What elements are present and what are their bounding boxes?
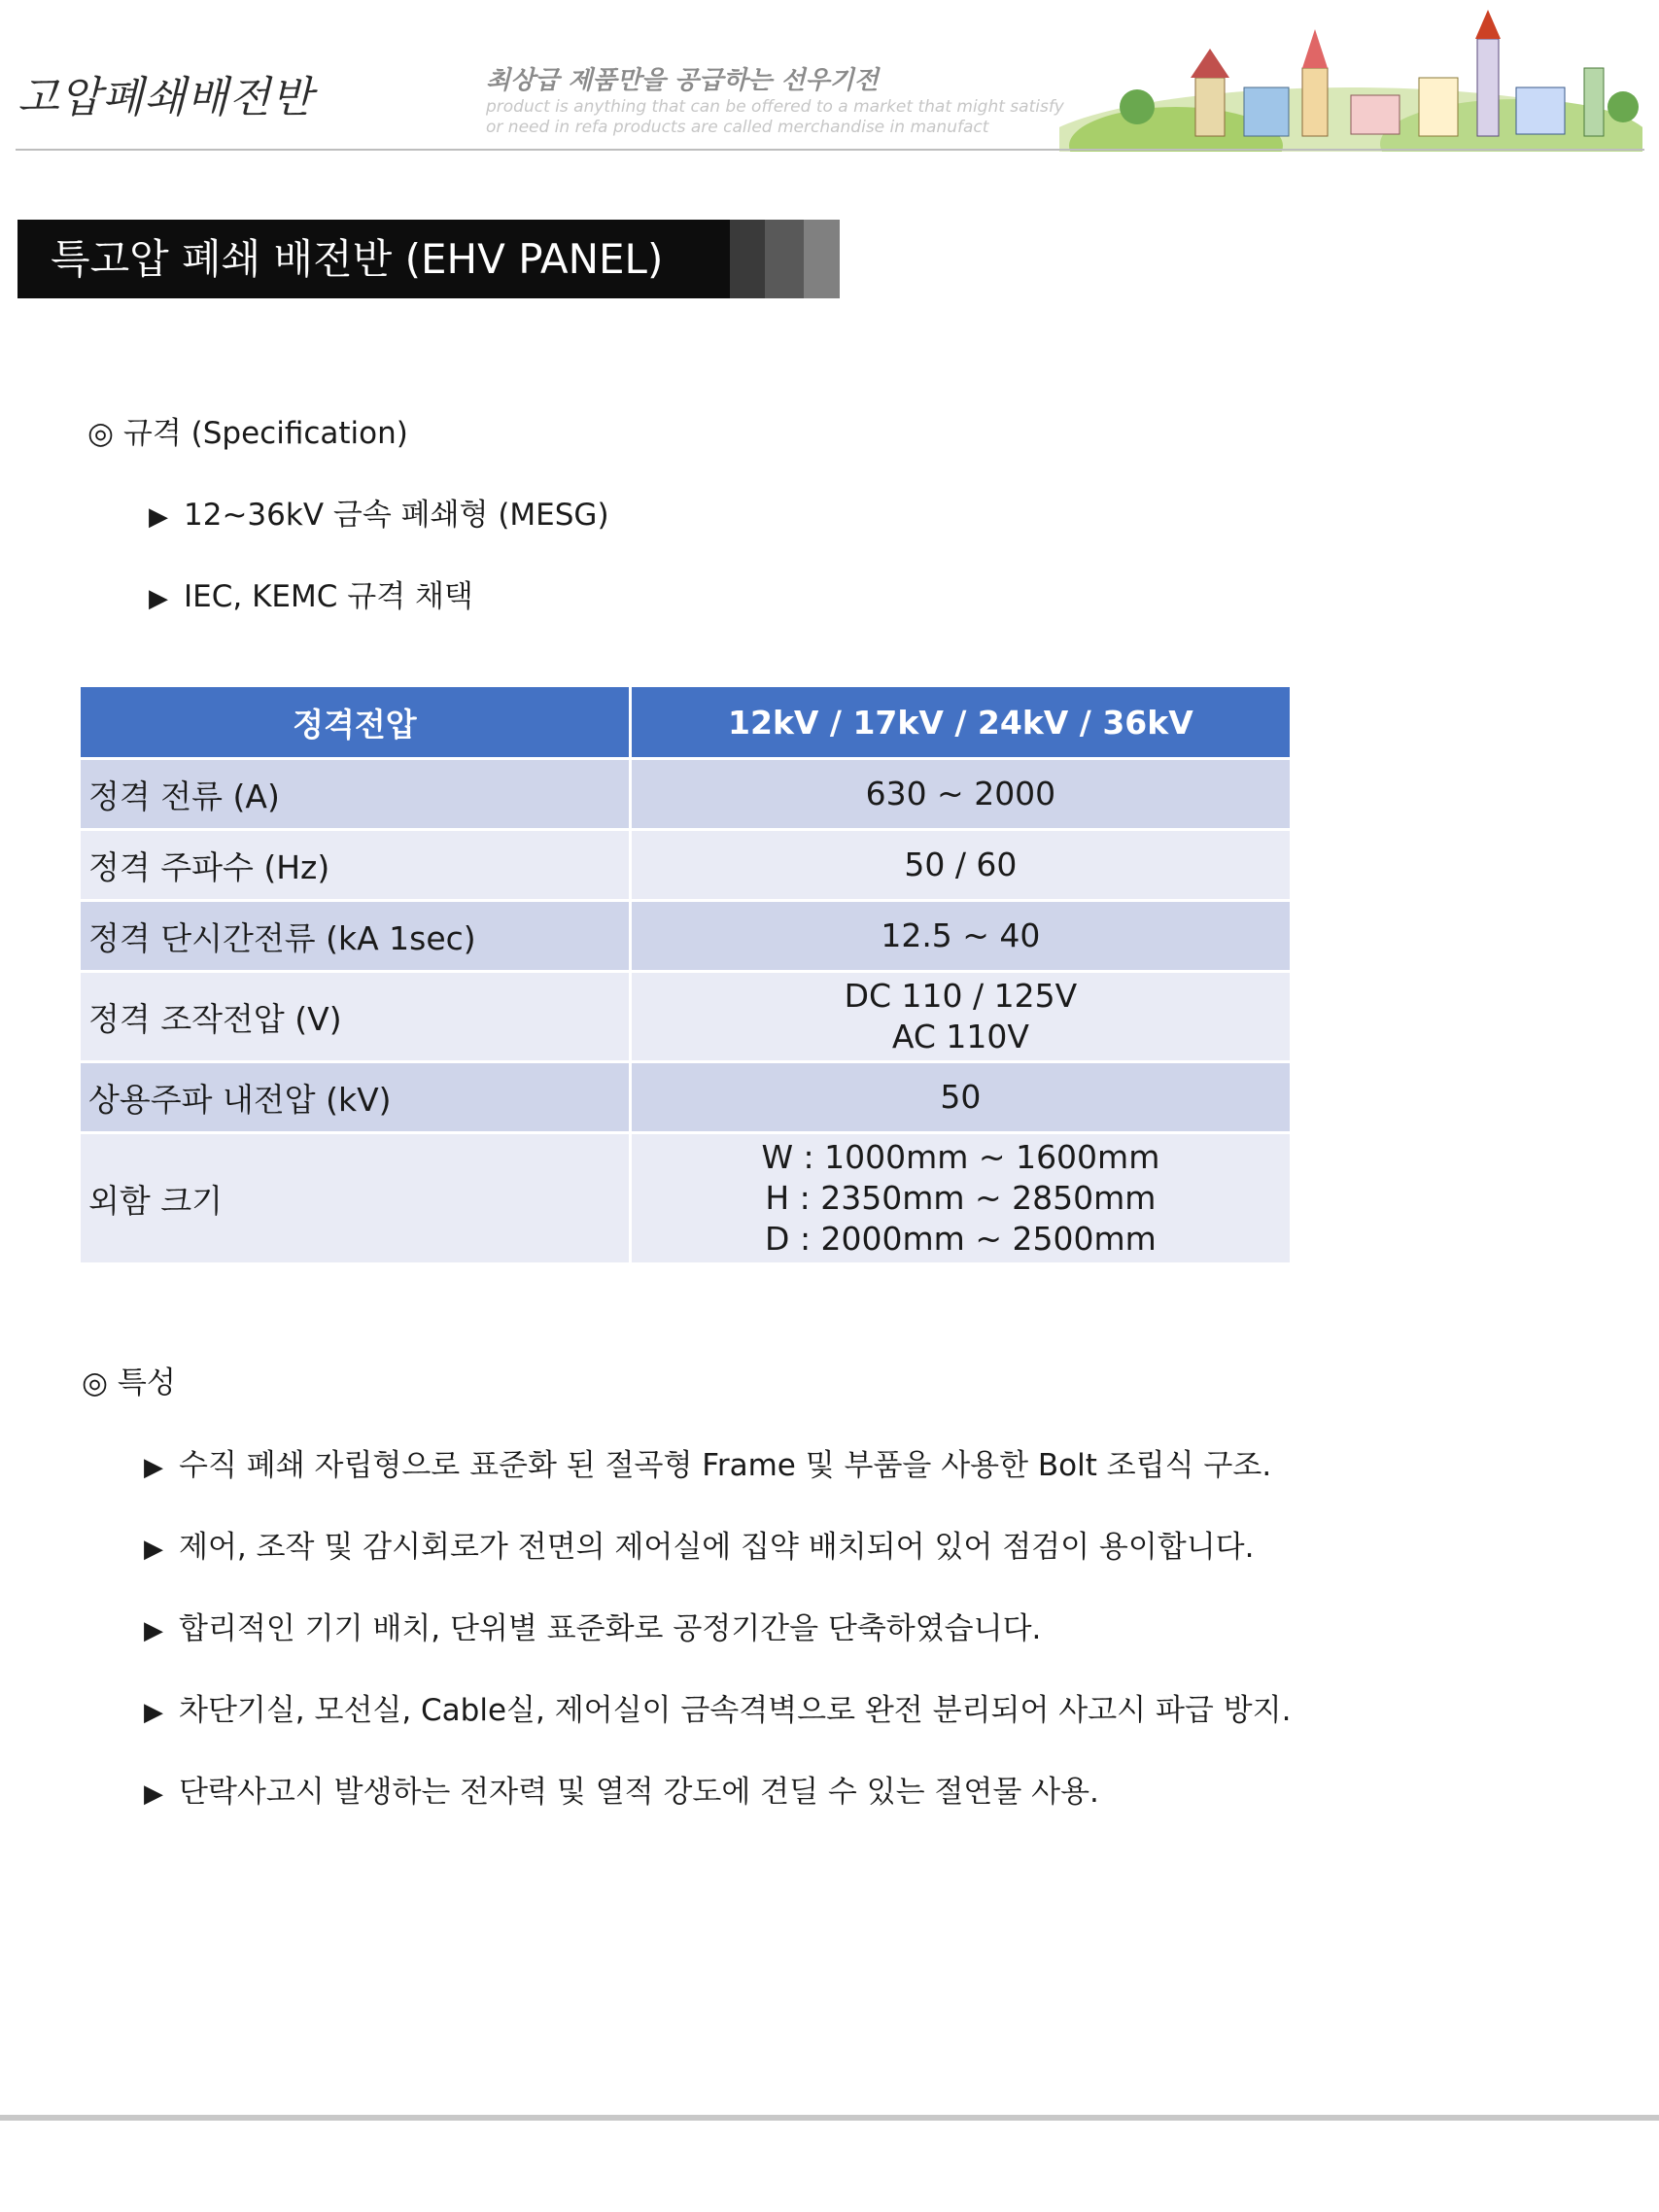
row-label: 정격 단시간전류 (kA 1sec) <box>81 901 630 972</box>
row-label: 정격 전류 (A) <box>81 759 630 830</box>
row-value <box>630 830 1291 901</box>
bullet-arrow-icon: ▶ <box>144 1698 163 1727</box>
feature-text: 제어, 조작 및 감시회로가 전면의 제어실에 집약 배치되어 있어 점검이 용이합니다. <box>179 1530 1255 1565</box>
bullet-arrow-icon: ▶ <box>149 502 168 532</box>
spec-bullet <box>149 490 609 534</box>
feature-bullet <box>144 1685 1291 1729</box>
table-row <box>81 830 1292 901</box>
feature-text: 합리적인 기기 배치, 단위별 표준화로 공정기간을 단축하였습니다. <box>179 1611 1042 1646</box>
row-value <box>630 972 1291 1062</box>
row-label: 상용주파 내전압 (kV) <box>81 1062 630 1133</box>
value-line: AC 110V <box>891 1018 1029 1055</box>
feature-bullet <box>144 1522 1254 1566</box>
banner-stripe <box>730 220 765 298</box>
feature-text: 단락사고시 발생하는 전자력 및 열적 강도에 견딜 수 있는 절연물 사용. <box>179 1775 1099 1810</box>
feature-text: 수직 폐쇄 자립형으로 표준화 된 절곡형 Frame 및 부품을 사용한 Bolt 조립식 구조. <box>179 1448 1272 1483</box>
row-label: 외함 크기 <box>81 1133 630 1264</box>
table-row <box>81 972 1292 1062</box>
row-label: 정격 조작전압 (V) <box>81 972 630 1062</box>
logo-text: 고압폐쇄배전반 <box>17 73 314 122</box>
spec-bullet-text: IEC, KEMC 규격 채택 <box>184 579 473 614</box>
table-header-cell: 12kV / 17kV / 24kV / 36kV <box>630 687 1291 759</box>
row-value <box>630 901 1291 972</box>
table-row <box>81 759 1292 830</box>
table-header-row <box>81 687 1292 759</box>
footer-divider <box>0 2115 1659 2121</box>
page-header <box>0 0 1659 156</box>
value-line: DC 110 / 125V <box>844 977 1078 1015</box>
value-line: 12.5 ~ 40 <box>881 916 1041 954</box>
table-row <box>81 901 1292 972</box>
banner-stripe <box>765 220 804 298</box>
header-divider <box>16 149 1644 151</box>
bullet-arrow-icon: ▶ <box>144 1616 163 1645</box>
feature-text: 차단기실, 모선실, Cable실, 제어실이 금속격벽으로 완전 분리되어 사고시 파급 방지. <box>179 1693 1292 1728</box>
value-line: D : 2000mm ~ 2500mm <box>765 1220 1157 1258</box>
tagline <box>486 97 1064 138</box>
bullet-arrow-icon: ▶ <box>144 1453 163 1482</box>
value-line: H : 2350mm ~ 2850mm <box>765 1179 1157 1217</box>
table-header-cell: 정격전압 <box>81 687 630 759</box>
slogan: 최상급 제품만을 공급하는 선우기전 <box>486 66 879 95</box>
value-line: 50 / 60 <box>904 846 1018 883</box>
town-illustration <box>1059 10 1642 152</box>
feature-bullet <box>144 1604 1041 1647</box>
row-value <box>630 1062 1291 1133</box>
tagline-line-2: or need in refa products are called merchandise in manufact <box>486 118 989 137</box>
title-banner <box>17 220 840 298</box>
row-value <box>630 1133 1291 1264</box>
bullet-arrow-icon: ▶ <box>144 1535 163 1564</box>
value-line: 630 ~ 2000 <box>865 775 1056 812</box>
banner-stripe <box>804 220 840 298</box>
bullet-arrow-icon: ▶ <box>149 584 168 613</box>
row-value <box>630 759 1291 830</box>
page-title: 특고압 폐쇄 배전반 (EHV PANEL) <box>17 220 730 298</box>
row-label: 정격 주파수 (Hz) <box>81 830 630 901</box>
spec-bullet-text: 12~36kV 금속 폐쇄형 (MESG) <box>184 498 609 533</box>
value-line: W : 1000mm ~ 1600mm <box>761 1138 1160 1176</box>
spec-heading: ◎ 규격 (Specification) <box>87 416 408 451</box>
table-row <box>81 1133 1292 1264</box>
table-row <box>81 1062 1292 1133</box>
spec-bullet <box>149 571 473 615</box>
tagline-line-1: product is anything that can be offered to a market that might satisfy <box>486 97 1064 117</box>
bullet-arrow-icon: ▶ <box>144 1780 163 1809</box>
value-line: 50 <box>940 1078 982 1116</box>
feature-bullet <box>144 1767 1099 1811</box>
feature-bullet <box>144 1440 1271 1484</box>
features-heading: ◎ 특성 <box>82 1365 176 1400</box>
spec-table <box>81 687 1293 1265</box>
